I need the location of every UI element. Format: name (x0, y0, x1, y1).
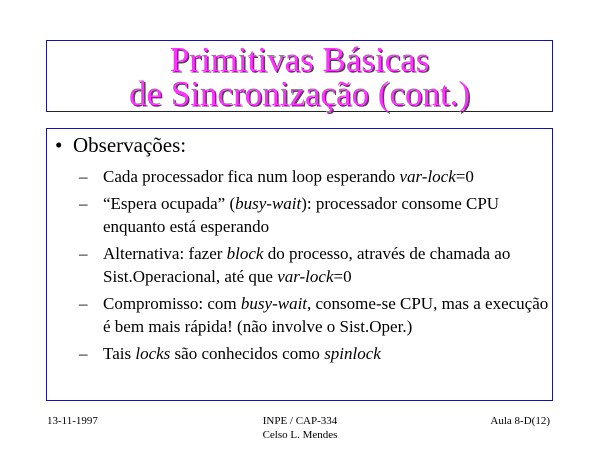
dash-icon: – (79, 244, 88, 263)
observations-heading-colon: : (180, 133, 187, 157)
observations-list (73, 165, 549, 369)
item-text: Cada processador fica num loop esperando (103, 167, 400, 186)
list-item (73, 342, 549, 365)
footer-course-info (232, 414, 368, 442)
item-text: do processo, através de chamada ao Sist.Operacional, até que (103, 244, 511, 286)
list-item (73, 192, 549, 238)
item-text: Tais (103, 344, 136, 363)
footer-date: 13-11-1997 (47, 415, 98, 427)
slide-title-line-1: Primitivas Básicas (169, 40, 430, 79)
dash-icon: – (79, 294, 88, 313)
item-text: =0 (333, 267, 352, 286)
slide-title-line-2: de Sincronização (cont.) (128, 74, 471, 113)
item-text: são conhecidos como (170, 344, 325, 363)
item-emphasis: busy-wait (240, 294, 308, 313)
list-item (73, 292, 549, 338)
slide-content-box (46, 128, 553, 401)
item-text: =0 (455, 167, 474, 186)
item-emphasis: block (226, 244, 264, 263)
list-item (73, 242, 549, 288)
item-emphasis: locks (135, 344, 171, 363)
item-emphasis: spinlock (324, 344, 381, 363)
slide-title-box (46, 40, 553, 112)
item-text: ): processador consome CPU enquanto está esperando (103, 194, 500, 236)
dash-icon: – (79, 167, 88, 186)
item-emphasis: var-lock (399, 167, 456, 186)
dash-icon: – (79, 344, 88, 363)
item-emphasis: var-lock (277, 267, 334, 286)
item-text: , consome-se CPU, mas a execução é bem mais rápida! (não involve o Sist.Oper.) (103, 294, 549, 336)
footer-course: INPE / CAP-334 (262, 415, 338, 427)
dash-icon: – (79, 194, 88, 213)
item-text: Alternativa: fazer (103, 244, 227, 263)
main-bullet (55, 133, 186, 157)
item-text: Compromisso: com (103, 294, 241, 313)
footer-page-number: Aula 8-D(12) (490, 415, 550, 427)
item-emphasis: busy-wait (235, 194, 302, 213)
observations-heading: Observações (73, 133, 181, 157)
bullet-icon: • (55, 133, 63, 157)
list-item (73, 165, 549, 188)
footer-author: Celso L. Mendes (262, 429, 338, 441)
item-text: “Espera ocupada” ( (103, 194, 236, 213)
